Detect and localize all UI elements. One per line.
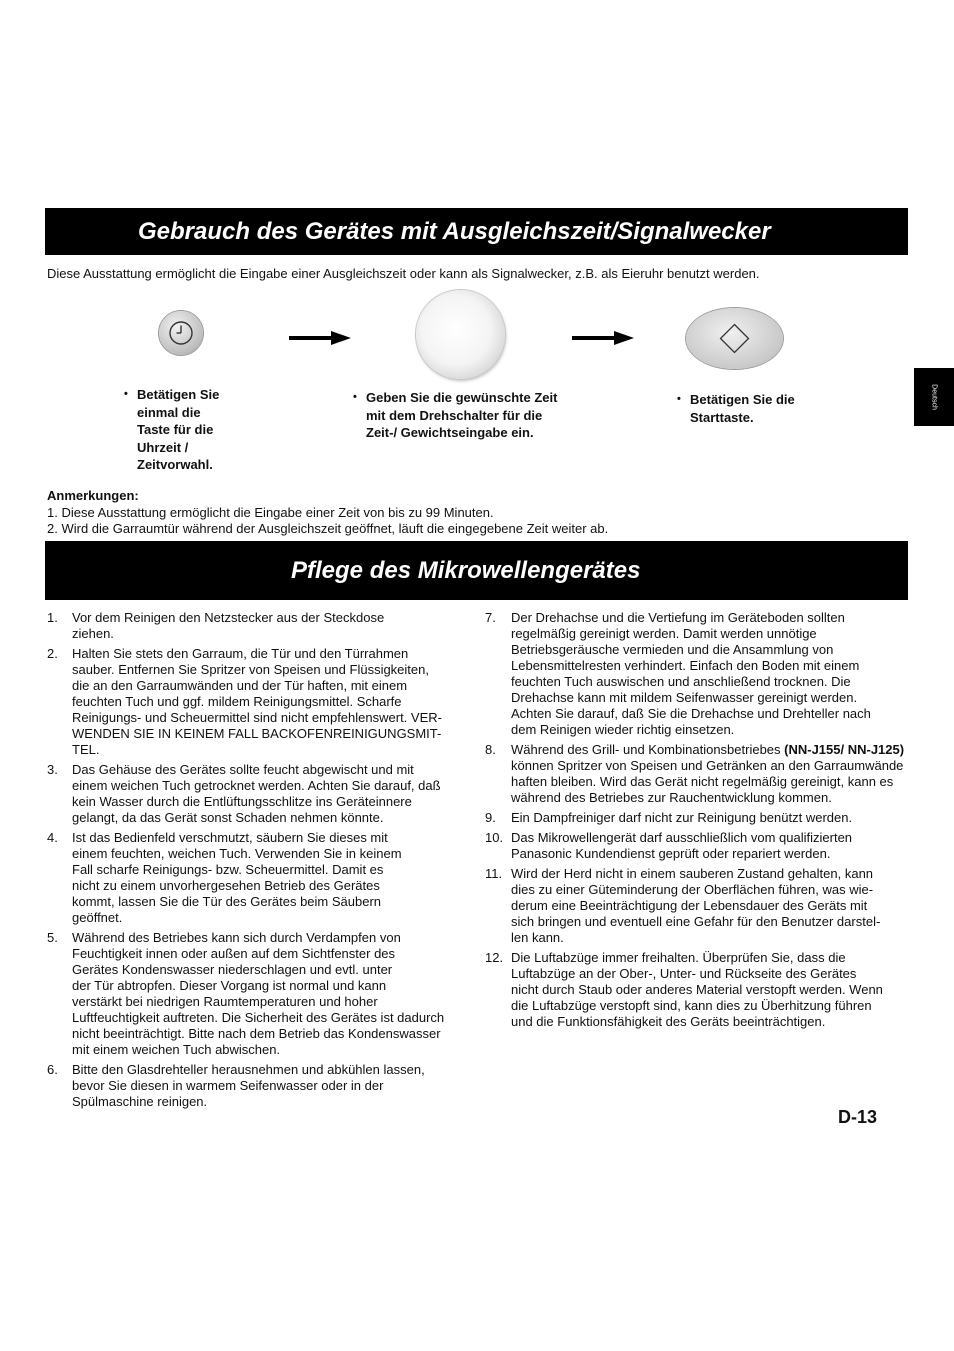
list-item-line: len kann. — [511, 930, 564, 945]
section-title-timer — [45, 208, 908, 255]
list-item-text — [511, 830, 905, 862]
list-item-line: einem feuchten, weichen Tuch. Verwenden Sie in keinem — [72, 846, 402, 861]
list-item-number: 10. — [485, 830, 504, 845]
list-item-line: sauber. Entfernen Sie Spritzer von Speisen und Flüssigkeiten, — [72, 662, 429, 677]
section-title-care-text: Pflege des Mikrowellengerätes — [291, 556, 641, 584]
start-button-illustration — [686, 308, 783, 369]
list-item-line: Ist das Bedienfeld verschmutzt, säubern Sie dieses mit — [72, 830, 388, 845]
arrow-right-icon — [289, 331, 351, 345]
list-item-line: dem Reinigen wieder richtig einsetzen. — [511, 722, 735, 737]
time-dial-illustration — [416, 290, 505, 379]
list-item-line: Betriebsgeräusche vermieden und die Ansammlung von — [511, 642, 834, 657]
list-item-line: Luftabzüge an der Ober-, Unter- und Rückseite des Gerätes — [511, 966, 857, 981]
step-3-instruction — [677, 391, 840, 426]
clock-button-illustration — [159, 311, 203, 355]
list-item — [47, 1062, 467, 1110]
list-item-line: Halten Sie stets den Garraum, die Tür und den Türrahmen — [72, 646, 409, 661]
list-item-number: 11. — [485, 866, 503, 881]
list-item-line: nicht zu einem unvorhergesehen Betrieb des Gerätes — [72, 878, 380, 893]
list-item-line: Die Luftabzüge immer freihalten. Überprüfen Sie, dass die — [511, 950, 846, 965]
note-item: 2. Wird die Garraumtür während der Ausgleichszeit geöffnet, läuft die eingegebene Zeit weiter ab. — [47, 521, 609, 536]
list-item-line: feuchten Tuch und ggf. mildem Reinigungsmittel. Scharfe — [72, 694, 402, 709]
list-item-line: Das Mikrowellengerät darf ausschließlich vom qualifizierten — [511, 830, 853, 845]
list-item-number: 1. — [47, 610, 58, 625]
list-item-number: 9. — [485, 810, 496, 825]
step-1-line: Zeitvorwahl. — [137, 457, 213, 472]
list-item — [485, 866, 905, 946]
list-item-line: sich bringen und eventuell eine Gefahr für den Benutzer darstel- — [511, 914, 881, 929]
list-item-number: 7. — [485, 610, 496, 625]
list-item-text — [511, 610, 905, 738]
list-item-number: 6. — [47, 1062, 58, 1077]
list-item-line: Reinigungs- und Scheuermittel sind nicht empfehlenswert. VER- — [72, 710, 442, 725]
list-item-number: 8. — [485, 742, 496, 757]
list-item-text — [72, 762, 467, 826]
list-item-text — [72, 1062, 467, 1110]
arrow-right-icon — [572, 331, 634, 345]
list-item-line: der Tür abtropfen. Dieser Vorgang ist normal und kann — [72, 978, 387, 993]
list-item-line: Feuchtigkeit innen oder außen auf dem Sichtfenster des — [72, 946, 396, 961]
list-item-line: Gerätes Kondenswasser niederschlagen und evtl. unter — [72, 962, 393, 977]
list-item-line: Bitte den Glasdrehteller herausnehmen und abkühlen lassen, — [72, 1062, 425, 1077]
list-item-line: regelmäßig gereinigt werden. Damit werden unnötige — [511, 626, 817, 641]
model-numbers: (NN-J155/ NN-J125) — [784, 742, 905, 757]
list-item-line: Das Gehäuse des Gerätes sollte feucht abgewischt und mit — [72, 762, 414, 777]
list-item-text — [511, 810, 905, 826]
list-item-text-part: können Spritzer von Speisen und Getränken an den Garraumwände haften bleiben. Wird das Gerät nicht regelmäßig gereinigt, kann es während des Betriebes zur Rauchentwicklung kommen. — [511, 758, 904, 805]
step-1-line: Uhrzeit / — [137, 439, 189, 455]
clock-icon — [167, 319, 195, 347]
list-item-line: kein Wasser durch die Entlüftungsschlitze ins Geräteinnere — [72, 794, 412, 809]
step-2-line: Geben Sie die gewünschte Zeit — [366, 390, 558, 405]
list-item-line: Drehachse kann mit mildem Seifenwasser gereinigt werden. — [511, 690, 858, 705]
list-item-line: geöffnet. — [72, 910, 123, 925]
bullet-icon: • — [353, 391, 357, 403]
page-number: D-13 — [838, 1107, 878, 1127]
list-item-line: dies zu einer Güteminderung der Oberflächen führen, was wie- — [511, 882, 874, 897]
intro-text: Diese Ausstattung ermöglicht die Eingabe einer Ausgleichszeit oder kann als Signalwecker, z.B. als Eieruhr benutzt werden. — [47, 266, 760, 281]
care-list-left — [47, 610, 467, 1114]
list-item-line: TEL. — [72, 742, 100, 757]
step-1-line: Betätigen Sie — [137, 387, 220, 402]
list-item-number: 2. — [47, 646, 58, 661]
list-item — [485, 610, 905, 738]
step-1-line: einmal die — [137, 404, 201, 420]
list-item-line: nicht durch Staub oder anderes Material verstopft werden. Wenn — [511, 982, 883, 997]
list-item-line: nicht beeinträchtigt. Bitte nach dem Betrieb das Kondenswasser — [72, 1026, 441, 1041]
list-item-line: Fall scharfe Reinigungs- bzw. Scheuermittel. Damit es — [72, 862, 384, 877]
step-3-line: Betätigen Sie die — [690, 392, 795, 407]
list-item — [47, 610, 467, 642]
list-item-line: kommt, lassen Sie die Tür des Gerätes beim Säubern — [72, 894, 382, 909]
step-2-line: mit dem Drehschalter für die — [366, 407, 543, 423]
list-item-text — [511, 742, 905, 806]
list-item — [47, 762, 467, 826]
list-item-line: die Luftabzüge verstopft sind, kann dies zu Überhitzung führen — [511, 998, 872, 1013]
list-item-line: und die Funktionsfähigkeit des Geräts beeinträchtigen. — [511, 1014, 826, 1029]
step-1-line: Taste für die — [137, 422, 214, 437]
list-item-text — [72, 646, 467, 758]
list-item-text — [72, 830, 467, 926]
step-3-line: Starttaste. — [690, 409, 754, 425]
list-item — [47, 930, 467, 1058]
list-item-line: derum eine Beeinträchtigung der Lebensdauer des Geräts mit — [511, 898, 868, 913]
notes-block — [47, 488, 608, 538]
list-item-line: WENDEN SIE IN KEINEM FALL BACKOFENREINIGUNGSMIT- — [72, 726, 442, 741]
list-item — [485, 950, 905, 1030]
step-1-instruction — [124, 386, 247, 474]
list-item-line: mit einem weichen Tuch abwischen. — [72, 1042, 281, 1057]
list-item-number: 12. — [485, 950, 504, 965]
notes-heading: Anmerkungen: — [47, 488, 139, 503]
list-item-line: einem weichen Tuch getrocknet werden. Achten Sie darauf, daß — [72, 778, 441, 793]
care-list-right — [485, 610, 905, 1034]
list-item-text — [511, 950, 905, 1030]
language-tab-label: Deutsch — [930, 384, 938, 410]
list-item-number: 3. — [47, 762, 58, 777]
start-diamond-icon — [719, 323, 750, 354]
list-item-text-part: Während des Grill- und Kombinationsbetriebes — [511, 742, 785, 757]
list-item-line: bevor Sie diesen in warmem Seifenwasser oder in der — [72, 1078, 384, 1093]
list-item-line: Panasonic Kundendienst geprüft oder repariert werden. — [511, 846, 831, 861]
list-item — [485, 830, 905, 862]
list-item-text — [72, 930, 467, 1058]
list-item-text — [511, 866, 905, 946]
language-tab — [914, 368, 954, 426]
list-item-line: Wird der Herd nicht in einem sauberen Zustand gehalten, kann — [511, 866, 874, 881]
list-item-line: Lebensmittelresten verhindert. Einfach den Boden mit einem — [511, 658, 860, 673]
section-title-timer-text: Gebrauch des Gerätes mit Ausgleichszeit/Signalwecker — [138, 217, 771, 245]
list-item — [485, 742, 905, 806]
section-title-care — [45, 541, 908, 600]
list-item-number: 5. — [47, 930, 58, 945]
list-item-line: verstärkt bei niedrigen Raumtemperaturen und hoher — [72, 994, 378, 1009]
bullet-icon: • — [124, 388, 128, 400]
list-item-line: Luftfeuchtigkeit auftreten. Die Sicherheit des Gerätes ist dadurch — [72, 1010, 445, 1025]
list-item-line: Vor dem Reinigen den Netzstecker aus der Steckdose — [72, 610, 385, 625]
list-item — [47, 646, 467, 758]
list-item-line: gelangt, da das Gerät sonst Schaden nehmen könnte. — [72, 810, 384, 825]
list-item-line: Spülmaschine reinigen. — [72, 1094, 208, 1109]
list-item — [47, 830, 467, 926]
list-item-line: Achten Sie darauf, daß Sie die Drehachse und Drehteller nach — [511, 706, 871, 721]
list-item — [485, 810, 905, 826]
step-2-instruction — [353, 389, 596, 442]
list-item-line: die an den Garraumwänden und der Tür haften, mit einem — [72, 678, 408, 693]
note-item: 1. Diese Ausstattung ermöglicht die Eingabe einer Zeit von bis zu 99 Minuten. — [47, 504, 494, 520]
list-item-line: feuchten Tuch auswischen und anschließend trocknen. Die — [511, 674, 851, 689]
list-item-number: 4. — [47, 830, 58, 845]
bullet-icon: • — [677, 393, 681, 405]
list-item-line: Der Drehachse und die Vertiefung im Geräteboden sollten — [511, 610, 845, 625]
step-2-line: Zeit-/ Gewichtseingabe ein. — [366, 425, 534, 440]
list-item-text — [72, 610, 467, 642]
list-item-line: Ein Dampfreiniger darf nicht zur Reinigung benützt werden. — [511, 810, 853, 825]
list-item-line: Während des Betriebes kann sich durch Verdampfen von — [72, 930, 401, 945]
list-item-line: ziehen. — [72, 626, 114, 641]
